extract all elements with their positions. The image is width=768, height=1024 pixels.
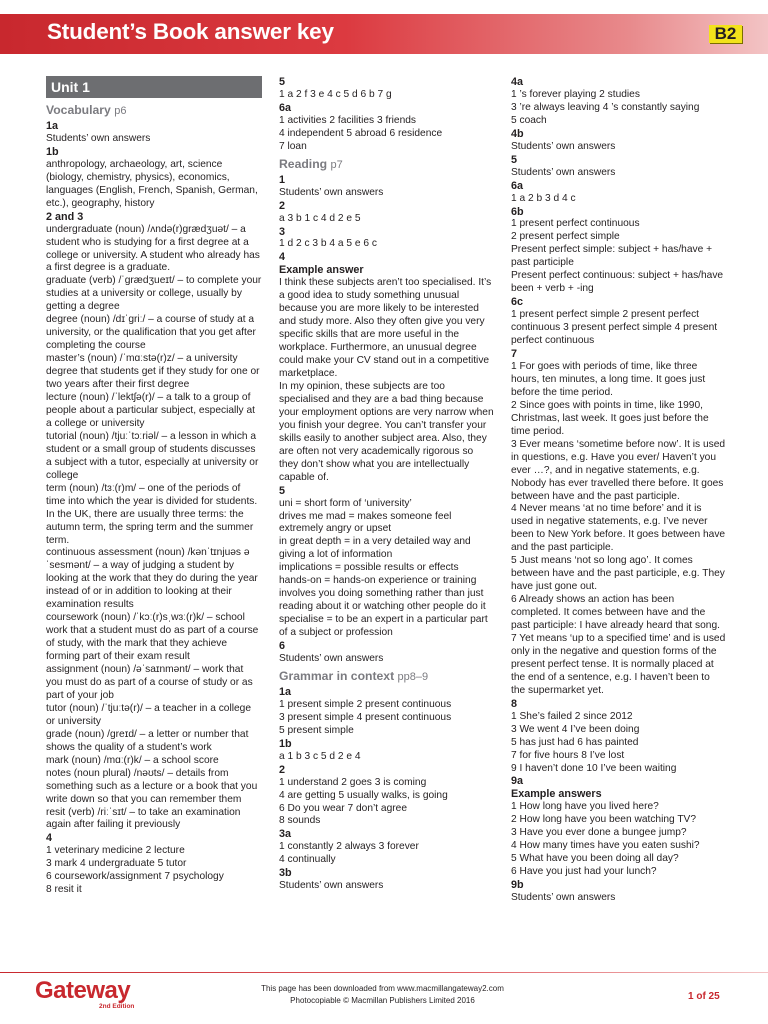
answer-line: 4 Never means ‘at no time before’ and it is used in negative statements, e.g. I’ve never been to New York before. It goes between have and the past participle. xyxy=(511,503,726,554)
section-page-ref: p6 xyxy=(114,105,127,117)
exercise-number: 6 xyxy=(279,640,286,653)
answer-line: term (noun) /tɜː(r)m/ – one of the periods of time into which the year is divided for students. In the UK, there are usually three terms: the autumn term, the spring term and the summer term. xyxy=(46,482,258,546)
answer-line: Present perfect continuous: subject + has/have been + verb + -ing xyxy=(511,270,724,295)
section-title: Vocabulary xyxy=(46,103,111,117)
answer-line: 3 present simple 4 present continuous xyxy=(279,711,452,723)
exercise-number: 4b xyxy=(511,127,524,140)
answer-line: coursework (noun) /ˈkɔː(r)sˌwɜː(r)k/ – school work that a student must do as part of a course of study, with the mark that they achieve forming part of their exam result xyxy=(46,612,259,663)
answer-line: implications = possible results or effects xyxy=(279,562,459,574)
answer-line: 5 Just means ‘not so long ago’. It comes between have and the past participle, e.g. They have just gone out. xyxy=(511,555,725,593)
answer-line: 1 activities 2 facilities 3 friends xyxy=(279,114,417,126)
exercise-number: 1a xyxy=(46,120,59,132)
answer-line: 3 mark 4 undergraduate 5 tutor xyxy=(46,858,187,870)
answer-line: anthropology, archaeology, art, science (biology, chemistry, physics), economics, languages (English, French, Spanish, German, etc.), geography, history xyxy=(46,158,258,209)
answer-line: 2 Since goes with points in time, like 1990, Christmas, last week. It goes just before the time period. xyxy=(511,399,709,437)
answer-line: assignment (noun) /əˈsaɪnmənt/ – work that you must do as part of a course of study or as part of your job xyxy=(46,664,253,701)
exercise-number: 1b xyxy=(46,145,59,158)
exercise-number: Example answer xyxy=(279,264,364,277)
exercise-number: 3a xyxy=(279,828,292,841)
exercise-number: 6a xyxy=(511,179,524,192)
answer-line: 7 loan xyxy=(279,140,307,152)
answer-line: master’s (noun) /ˈmɑːstə(r)z/ – a university degree that students get if they study for one or two years after their first degree xyxy=(46,353,260,391)
answer-line: 1 d 2 c 3 b 4 a 5 e 6 c xyxy=(279,238,377,250)
answer-line: 4 How many times have you eaten sushi? xyxy=(511,840,700,852)
section-heading xyxy=(46,103,262,119)
answer-line: in great depth = in a very detailed way and giving a lot of information xyxy=(279,536,471,561)
answer-line: 1 constantly 2 always 3 forever xyxy=(279,841,419,853)
answer-line: specialise = to be an expert in a particular part of a subject or profession xyxy=(279,614,488,639)
answer-column-3 xyxy=(511,76,726,905)
answer-column-1 xyxy=(46,76,262,897)
answer-line: 1 present perfect continuous xyxy=(511,218,640,230)
exercise-number: 1b xyxy=(279,737,292,750)
answer-line: In my opinion, these subjects are too specialised and they are a bad thing because your employment options are very narrow when you finish your degree. You can’t transfer your skills easily to another subject area. Also, they are often not very academically rigorous so they don’t show what you are intellectually capable of. xyxy=(279,380,494,483)
answer-line: notes (noun plural) /nəʊts/ – details from something such as a lecture or a book that you write down so that you can remember them xyxy=(46,767,258,805)
answer-line: mark (noun) /mɑː(r)k/ – a school score xyxy=(46,754,219,766)
gateway-logo: Gateway xyxy=(35,977,131,1004)
exercise-number: 6c xyxy=(511,296,524,309)
answer-line: Students’ own answers xyxy=(279,186,384,198)
footer-divider xyxy=(0,972,768,973)
exercise-number: 4 xyxy=(279,251,286,264)
answer-line: Students’ own answers xyxy=(279,652,384,664)
answer-line: 1 ’s forever playing 2 studies xyxy=(511,88,640,100)
answer-line: continuous assessment (noun) /kənˈtɪnjuəs əˈsesmənt/ – a way of judging a student by looking at the work that they do during the year instead of or in addition to looking at their examination results xyxy=(46,547,258,611)
answer-line: tutorial (noun) /tjuːˈtɔːriəl/ – a lesson in which a student or a small group of students discusses a subject with a tutor, especially at university or college xyxy=(46,430,259,481)
answer-line: 3 Ever means ‘sometime before now’. It is used in questions, e.g. Have you ever/ Haven’t you ever …?, and in negative statements, e.g. Nobody has ever travelled there before. It goes between have and the past participle. xyxy=(511,438,726,502)
copyright-note: Photocopiable © Macmillan Publishers Limited 2016 xyxy=(290,996,475,1005)
answer-line: lecture (noun) /ˈlektʃə(r)/ – a talk to a group of people about a particular subject, especially at a college or university xyxy=(46,392,255,429)
answer-line: 1 veterinary medicine 2 lecture xyxy=(46,845,185,857)
answer-line: graduate (verb) /ˈgrædʒueɪt/ – to complete your studies at a university or college, usually by getting a degree xyxy=(46,275,262,313)
exercise-number: 5 xyxy=(511,153,518,166)
exercise-number: 2 xyxy=(279,763,286,776)
answer-line: 3 ’re always leaving 4 ’s constantly saying xyxy=(511,101,700,113)
answer-line: Present perfect simple: subject + has/have + past participle xyxy=(511,244,713,269)
section-title: Grammar in context xyxy=(279,668,395,683)
answer-line: 6 Do you wear 7 don’t agree xyxy=(279,802,407,814)
answer-line: degree (noun) /dɪˈgriː/ – a course of study at a university, or the qualification that you get after completing the course xyxy=(46,314,256,352)
answer-line: 5 coach xyxy=(511,114,547,126)
answer-line: 2 How long have you been watching TV? xyxy=(511,814,697,826)
answer-line: Students’ own answers xyxy=(46,132,151,144)
exercise-number: 4a xyxy=(511,76,524,88)
exercise-number: 5 xyxy=(279,76,286,88)
level-badge: B2 xyxy=(709,25,742,43)
answer-line: 6 Already shows an action has been completed. It comes between have and the past participle: I have already heard that song. xyxy=(511,594,720,632)
answer-line: drives me mad = makes someone feel extremely angry or upset xyxy=(279,510,452,535)
footer-text xyxy=(230,983,535,1007)
answer-line: 1 She’s failed 2 since 2012 xyxy=(511,710,633,722)
exercise-number: 5 xyxy=(279,484,286,497)
answer-line: 1 For goes with periods of time, like three hours, ten minutes, a long time. It goes just before the time period. xyxy=(511,360,706,398)
answer-line: 8 sounds xyxy=(279,815,321,827)
answer-line: grade (noun) /greɪd/ – a letter or number that shows the quality of a student’s work xyxy=(46,728,249,753)
answer-line: 6 Have you just had your lunch? xyxy=(511,866,657,878)
section-page-ref: pp8–9 xyxy=(397,670,429,683)
answer-line: 5 has just had 6 has painted xyxy=(511,736,639,748)
answer-line: a 3 b 1 c 4 d 2 e 5 xyxy=(279,212,361,224)
exercise-number: 6b xyxy=(511,205,524,218)
answer-line: 8 resit it xyxy=(46,884,82,896)
exercise-number: 8 xyxy=(511,697,518,710)
exercise-number: 3b xyxy=(279,867,292,880)
exercise-number: 9a xyxy=(511,775,524,788)
exercise-number: 2 and 3 xyxy=(46,210,84,223)
exercise-number: 3 xyxy=(279,225,286,238)
answer-line: 1 present simple 2 present continuous xyxy=(279,698,452,710)
answer-line: 1 How long have you lived here? xyxy=(511,801,659,813)
answer-line: 1 a 2 b 3 d 4 c xyxy=(511,192,576,204)
answer-line: 9 I haven’t done 10 I’ve been waiting xyxy=(511,762,677,774)
answer-line: 5 present simple xyxy=(279,724,354,736)
exercise-number: Example answers xyxy=(511,788,602,801)
exercise-number: 7 xyxy=(511,348,518,361)
answer-line: 5 What have you been doing all day? xyxy=(511,853,679,865)
answer-line: Students’ own answers xyxy=(511,140,616,152)
answer-line: 3 Have you ever done a bungee jump? xyxy=(511,827,687,839)
answer-line: 1 a 2 f 3 e 4 c 5 d 6 b 7 g xyxy=(279,88,392,100)
answer-line: 2 present perfect simple xyxy=(511,231,620,243)
answer-line: hands-on = hands-on experience or training involves you doing something rather than just reading about it or watching other people do it xyxy=(279,575,486,613)
answer-line: Students’ own answers xyxy=(511,166,616,178)
exercise-number: 9b xyxy=(511,879,524,892)
answer-line: 4 are getting 5 usually walks, is going xyxy=(279,789,448,801)
gateway-logo-edition: 2nd Edition xyxy=(99,1003,135,1010)
answer-column-2 xyxy=(279,76,494,893)
page-number: 1 of 25 xyxy=(688,991,720,1002)
section-title: Reading xyxy=(279,156,328,171)
section-heading xyxy=(279,157,494,173)
unit-heading: Unit 1 xyxy=(46,76,262,98)
answer-line: 1 present perfect simple 2 present perfect continuous 3 present perfect simple 4 present perfect continuous xyxy=(511,309,718,347)
section-page-ref: p7 xyxy=(330,158,343,171)
answer-line: 4 continually xyxy=(279,854,336,866)
page-title: Student’s Book answer key xyxy=(47,19,334,44)
section-heading xyxy=(279,669,494,685)
answer-line: 4 independent 5 abroad 6 residence xyxy=(279,127,443,139)
answer-line: 7 for five hours 8 I’ve lost xyxy=(511,749,625,761)
exercise-number: 4 xyxy=(46,832,53,845)
answer-line: 6 coursework/assignment 7 psychology xyxy=(46,871,224,883)
header-bar xyxy=(0,14,768,54)
answer-line: Students’ own answers xyxy=(279,880,384,892)
download-note: This page has been downloaded from www.macmillangateway2.com xyxy=(261,984,504,993)
answer-line: resit (verb) /riːˈsɪt/ – to take an examination again after failing it previously xyxy=(46,806,241,831)
answer-line: I think these subjects aren’t too specialised. It’s a good idea to study something unusual because you are more likely to be interested and study more. Also they often give you very specific skills that are more useful in the workplace. Furthermore, an unusual degree could make your CV stand out in a competitive marketplace. xyxy=(279,277,492,380)
answer-line: a 1 b 3 c 5 d 2 e 4 xyxy=(279,750,361,762)
exercise-number: 1a xyxy=(279,685,292,698)
answer-line: undergraduate (noun) /ʌndə(r)grædʒuət/ – a student who is studying for a first degree at a college or university. A student who already has a first degree is a graduate. xyxy=(46,223,260,274)
exercise-number: 1 xyxy=(279,173,286,186)
answer-line: 7 Yet means ‘up to a specified time’ and is used only in the negative and question forms of the present perfect tense. It is normally placed at the end of a sentence, e.g. I haven’t been to the supermarket yet. xyxy=(511,632,726,696)
answer-line: uni = short form of ‘university’ xyxy=(279,497,412,509)
answer-line: 3 We went 4 I’ve been doing xyxy=(511,723,640,735)
exercise-number: 2 xyxy=(279,199,286,212)
answer-line: Students’ own answers xyxy=(511,892,616,904)
answer-line: tutor (noun) /ˈtjuːtə(r)/ – a teacher in a college or university xyxy=(46,702,251,727)
answer-line: 1 understand 2 goes 3 is coming xyxy=(279,776,427,788)
exercise-number: 6a xyxy=(279,101,292,114)
